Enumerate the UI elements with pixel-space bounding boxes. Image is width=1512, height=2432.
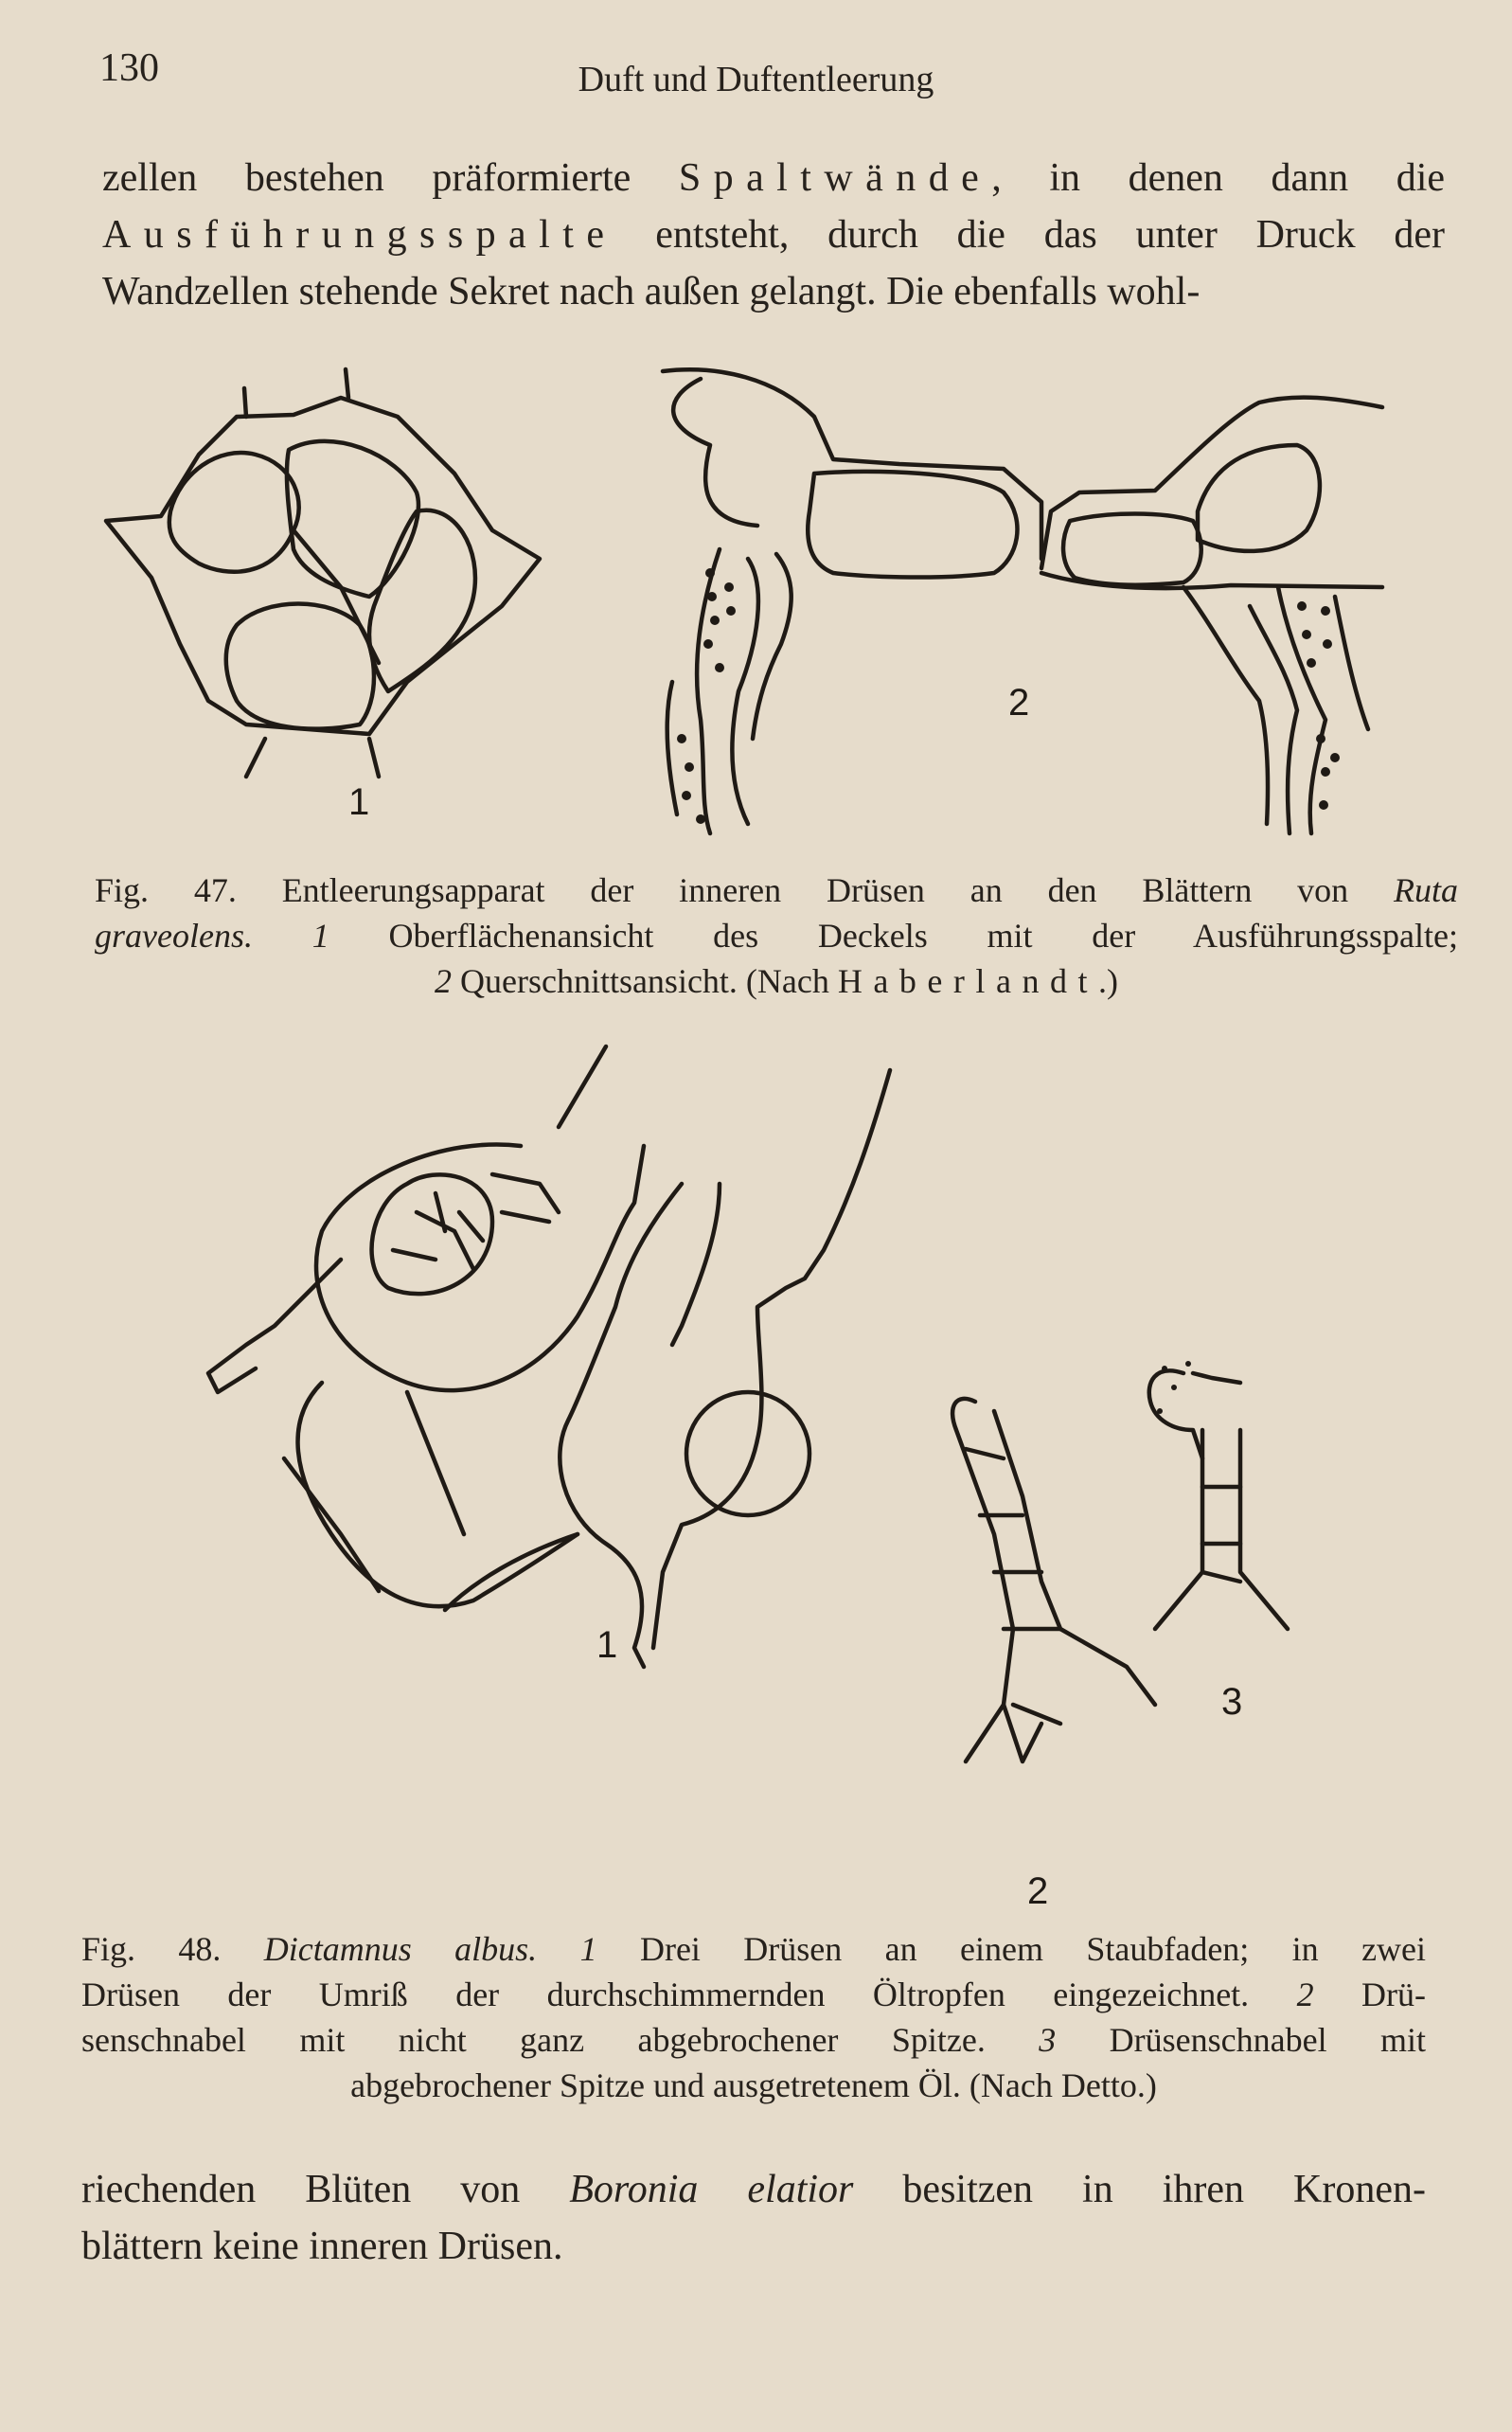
- fig47-cross-section: [663, 369, 1382, 833]
- top-paragraph: [102, 150, 1445, 320]
- fig47-label-1: 1: [348, 781, 370, 823]
- caption-line: senschnabel mit nicht ganz abgebrochener Spitze. 3 Drüsenschnabel mit: [81, 2021, 1426, 2059]
- caption-line: graveolens. 1 Oberflächenansicht des Deckels mit der Ausführungsspalte;: [95, 917, 1459, 955]
- caption-line: Drüsen der Umriß der durchschimmernden Öltropfen eingezeichnet. 2 Drü-: [81, 1976, 1426, 2013]
- caption-line: 2 Querschnittsansicht. (Nach Haberlandt.): [434, 962, 1119, 1000]
- fig48-label-3: 3: [1221, 1681, 1243, 1723]
- figure-47-illustration: [95, 360, 1439, 852]
- text-line: riechenden Blüten von Boronia elatior besitzen in ihren Kronen-: [81, 2168, 1426, 2211]
- text-line: blättern keine inneren Drüsen.: [81, 2225, 563, 2268]
- figure-48-illustration: [189, 1042, 1344, 1913]
- fig48-stamen-glands: [208, 1046, 890, 1667]
- fig48-label-2: 2: [1027, 1870, 1049, 1912]
- caption-line: Fig. 47. Entleerungsapparat der inneren Drüsen an den Blättern von Ruta: [95, 871, 1458, 909]
- fig47-label-2: 2: [1008, 682, 1030, 724]
- bottom-paragraph: [81, 2161, 1426, 2275]
- text-line: zellen bestehen präformierte Spaltwände, in denen dann die: [102, 156, 1445, 200]
- running-title: Duft und Duftentleerung: [578, 60, 934, 99]
- text-line: Wandzellen stehende Sekret nach außen gelangt. Die ebenfalls wohl-: [102, 270, 1201, 313]
- fig48-label-1: 1: [596, 1624, 618, 1666]
- fig48-caption: [81, 1926, 1426, 2108]
- fig47-caption: [95, 867, 1458, 1004]
- fig48-gland-beak-2: [952, 1399, 1155, 1912]
- caption-line: Fig. 48. Dictamnus albus. 1 Drei Drüsen an einem Staubfaden; in zwei: [81, 1930, 1427, 1968]
- fig48-gland-beak-3: [1149, 1361, 1288, 1723]
- caption-line: abgebrochener Spitze und ausgetretenem Öl. (Nach Detto.): [350, 2066, 1157, 2104]
- fig47-surface-cells: [106, 369, 540, 823]
- page-number: 130: [99, 46, 159, 90]
- text-line: Ausführungsspalte entsteht, durch die das unter Druck der: [102, 213, 1445, 257]
